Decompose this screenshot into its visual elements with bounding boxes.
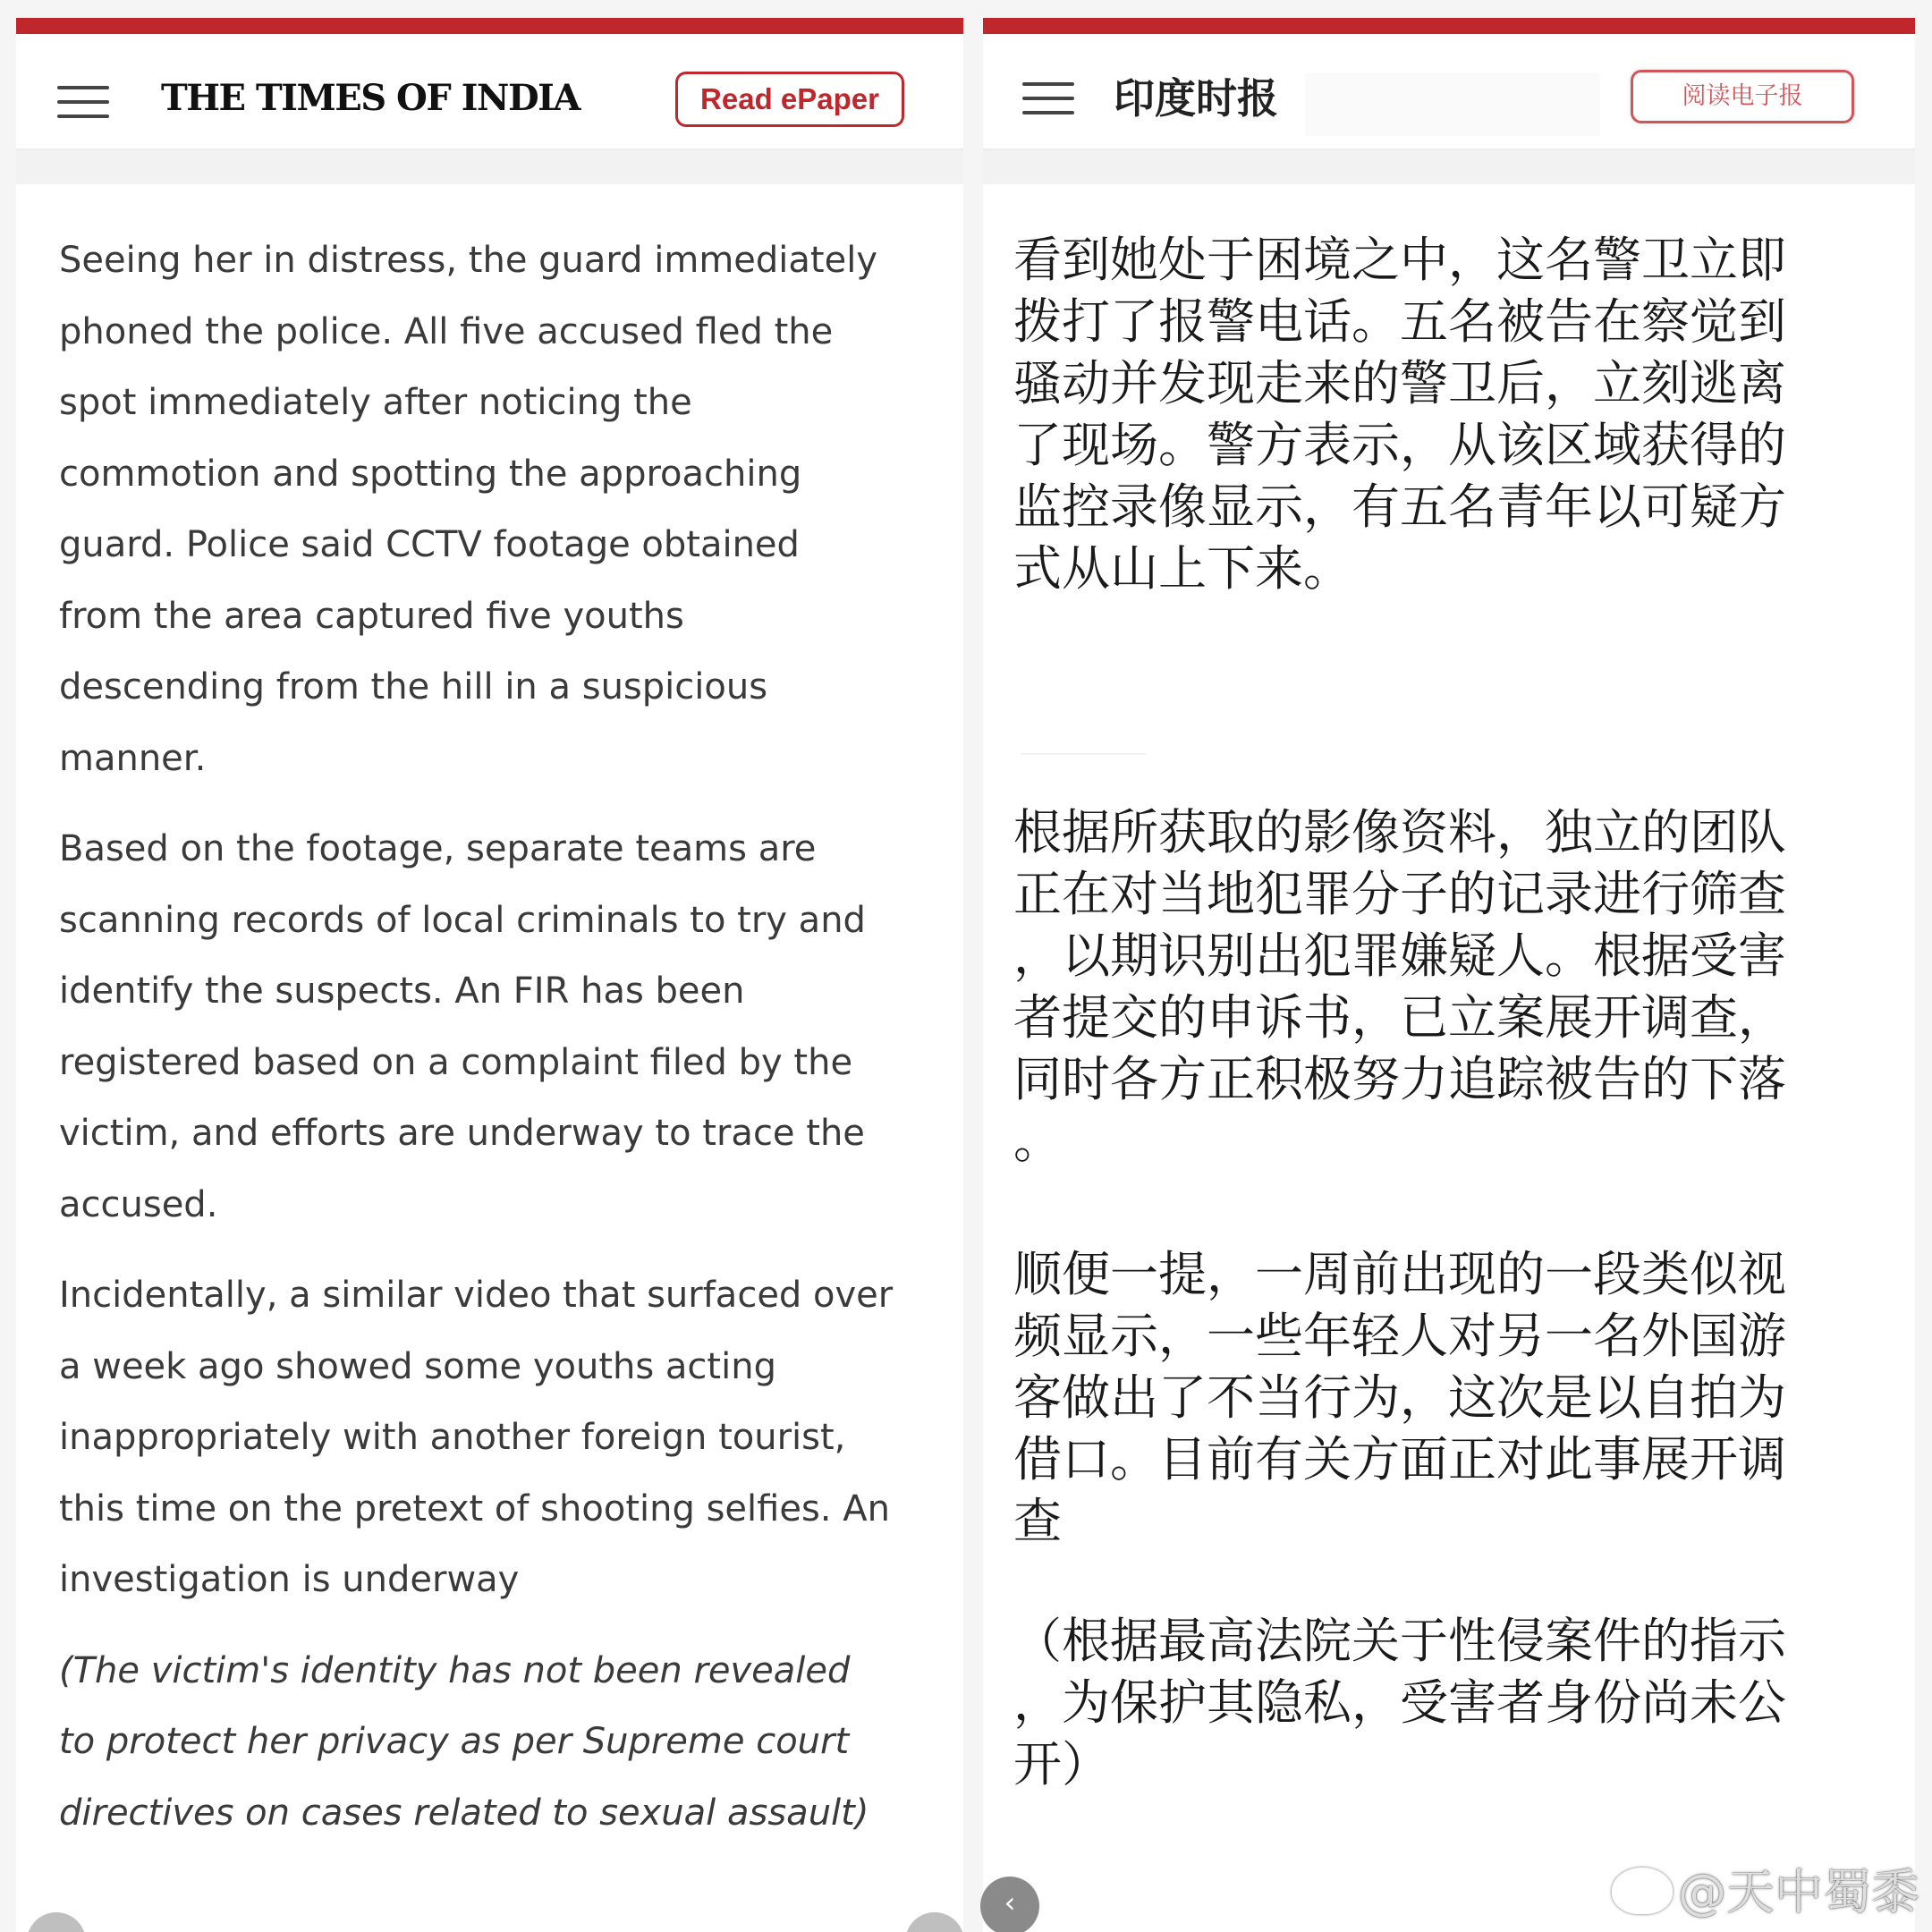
chevron-left-icon[interactable]: ‹ [980,1877,1039,1932]
article-paragraph-2: 根据所获取的影像资料，独立的团队 正在对当地犯罪分子的记录进行筛查 ，以期识别出犯罪嫌疑人。根据受害 者提交的申诉书，已立案展开调查， 同时各方正积极努力追踪被告的下落 。 [1013,804,1786,1169]
subheader-bar [983,150,1915,184]
privacy-note: (The victim's identity has not been revealed to protect her privacy as per Supreme court directives on cases related to sexual assault) [59,1649,869,1834]
accent-bar [16,18,963,34]
privacy-note: （根据最高法院关于性侵案件的指示 ，为保护其隐私，受害者身份尚未公 开） [1013,1613,1786,1792]
divider [1021,753,1146,755]
accent-bar [983,18,1915,34]
article-paragraph-1: Seeing her in distress, the guard immediately phoned the police. All five accused fled the spot immediately after noticing the commotion and spotting the approaching guard. Police said CCTV footage obtained from the area captured five youths descending from the hill in a suspicious manner. [59,240,877,779]
hamburger-menu-icon[interactable] [57,86,109,118]
site-logo[interactable]: THE TIMES OF INDIA [161,77,580,119]
article-paragraph-2: Based on the footage, separate teams are scanning records of local criminals to try and identify the suspects. An FIR has been registered based on a complaint filed by the victim, and efforts are underway to trace the accused. [59,828,866,1225]
article-body [1013,229,1854,1792]
article-paragraph-3: Incidentally, a similar video that surfaced over a week ago showed some youths acting inappropriately with another foreign tourist, this time on the pretext of shooting selfies. An investigation is underway [59,1275,894,1600]
subheader-bar [16,150,963,184]
article-paragraph-3: 顺便一提，一周前出现的一段类似视 频显示，一些年轻人对另一名外国游 客做出了不当行为，这次是以自拍为 借口。目前有关方面正对此事展开调 查 [1013,1246,1786,1549]
article-paragraph-1: 看到她处于困境之中，这名警卫立即 拨打了报警电话。五名被告在察觉到 骚动并发现走来的警卫后，立刻逃离 了现场。警方表示，从该区域获得的 监控录像显示，有五名青年以可疑方 式从山上下来。 [1013,232,1786,597]
site-header [983,34,1915,150]
weibo-logo-icon [1612,1868,1673,1914]
chinese-article-panel [983,18,1915,1932]
header-blank-area [1305,73,1600,136]
english-article-panel [16,18,963,1932]
weibo-watermark [1612,1854,1919,1923]
watermark-handle: @天中蜀黍 [1678,1864,1919,1920]
read-epaper-button[interactable]: Read ePaper [675,72,904,127]
site-logo[interactable]: 印度时报 [1114,74,1278,123]
hamburger-menu-icon[interactable] [1022,82,1074,114]
read-epaper-button[interactable]: 阅读电子报 [1631,70,1854,123]
site-header [16,34,963,150]
article-body [59,225,945,1868]
